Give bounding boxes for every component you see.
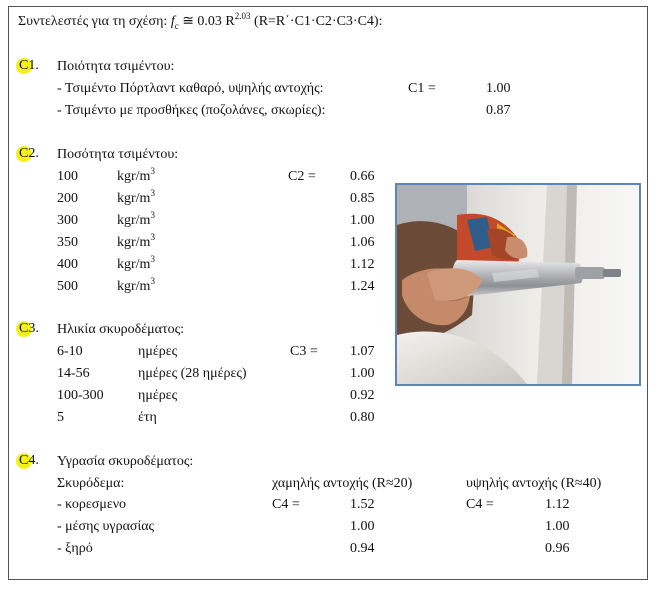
c2-unit	[117, 232, 155, 251]
c4-low-header: χαμηλής αντοχής (R≈20)	[272, 476, 413, 491]
c2-value: 1.06	[350, 235, 375, 250]
c3-unit: ημέρες	[138, 344, 178, 359]
c2-heading: Ποσότητα τσιμέντου:	[57, 147, 179, 162]
c2-unit-exp: 3	[150, 232, 155, 242]
c3-key: C3 =	[290, 344, 318, 359]
c2-amount: 350	[57, 235, 78, 250]
c4-low-value: 1.00	[350, 519, 375, 534]
formula-mid: ≅ 0.03 R	[178, 14, 235, 29]
c4-low-value: 0.94	[350, 541, 375, 556]
title-prefix: Συντελεστές για τη σχέση:	[18, 14, 171, 29]
c4-key-low: C4 =	[272, 497, 300, 512]
c1-code: C1.	[19, 58, 39, 73]
c3-unit: ημέρες	[138, 388, 178, 403]
c3-age: 6-10	[57, 344, 83, 359]
c4-col-label: Σκυρόδεμα:	[57, 476, 125, 491]
c4-code: C4.	[19, 453, 39, 468]
c2-amount: 300	[57, 213, 78, 228]
c2-value: 1.12	[350, 257, 375, 272]
c3-age: 14-56	[57, 366, 90, 381]
c2-value: 1.00	[350, 213, 375, 228]
rebound-hammer-photo	[395, 183, 641, 386]
c3-value: 0.92	[350, 388, 375, 403]
c2-unit-text: kgr/m	[117, 169, 151, 184]
c2-unit	[117, 166, 155, 185]
c2-unit	[117, 276, 155, 295]
c3-value: 0.80	[350, 410, 375, 425]
c1-row-value: 1.00	[486, 81, 511, 96]
c4-row-label: - μέσης υγρασίας	[57, 519, 155, 534]
c1-key: C1 =	[408, 81, 436, 96]
c2-unit-exp: 3	[150, 188, 155, 198]
c2-key: C2 =	[288, 169, 316, 184]
c2-unit-exp: 3	[150, 254, 155, 264]
c3-code: C3.	[19, 321, 39, 336]
c2-amount: 200	[57, 191, 78, 206]
c2-value: 0.66	[350, 169, 375, 184]
c2-unit-exp: 3	[150, 210, 155, 220]
c3-unit: ημέρες (28 ημέρες)	[138, 366, 247, 381]
c4-low-value: 1.52	[350, 497, 375, 512]
title-formula	[18, 11, 383, 34]
c3-age: 5	[57, 410, 64, 425]
c3-age: 100-300	[57, 388, 104, 403]
c2-amount: 100	[57, 169, 78, 184]
c1-row-label: - Τσιμέντο Πόρτλαντ καθαρό, υψηλής αντοχής:	[57, 81, 324, 96]
c3-value: 1.00	[350, 366, 375, 381]
c4-high-value: 1.00	[545, 519, 570, 534]
c2-value: 1.24	[350, 279, 375, 294]
c2-amount: 400	[57, 257, 78, 272]
c2-unit	[117, 254, 155, 273]
c2-unit-text: kgr/m	[117, 279, 151, 294]
c2-unit-text: kgr/m	[117, 257, 151, 272]
formula-exponent: 2.03	[234, 11, 251, 21]
c2-value: 0.85	[350, 191, 375, 206]
c2-unit	[117, 188, 155, 207]
c2-amount: 500	[57, 279, 78, 294]
c1-heading: Ποιότητα τσιμέντου:	[57, 59, 175, 74]
c1-row-label: - Τσιμέντο με προσθήκες (ποζολάνες, σκωρίες):	[57, 103, 326, 118]
photo-illustration	[397, 185, 639, 384]
c1-row-value: 0.87	[486, 103, 511, 118]
formula-end: (R=R΄·C1·C2·C3·C4):	[250, 14, 383, 29]
c2-code: C2.	[19, 146, 39, 161]
c4-heading: Υγρασία σκυροδέματος:	[57, 454, 194, 469]
c4-row-label: - ξηρό	[57, 541, 93, 556]
c4-key-high: C4 =	[466, 497, 494, 512]
c2-unit	[117, 210, 155, 229]
fc-subscript: c	[174, 20, 179, 31]
c4-row-label: - κορεσμενο	[57, 497, 127, 512]
c2-unit-text: kgr/m	[117, 191, 151, 206]
c4-high-header: υψηλής αντοχής (R≈40)	[466, 476, 602, 491]
c4-high-value: 0.96	[545, 541, 570, 556]
c3-value: 1.07	[350, 344, 375, 359]
c2-unit-exp: 3	[150, 166, 155, 176]
c2-unit-text: kgr/m	[117, 235, 151, 250]
c4-high-value: 1.12	[545, 497, 570, 512]
c2-unit-text: kgr/m	[117, 213, 151, 228]
fc-symbol: f	[170, 14, 175, 29]
c3-heading: Ηλικία σκυροδέματος:	[57, 322, 185, 337]
c2-unit-exp: 3	[150, 276, 155, 286]
c3-unit: έτη	[138, 410, 157, 425]
